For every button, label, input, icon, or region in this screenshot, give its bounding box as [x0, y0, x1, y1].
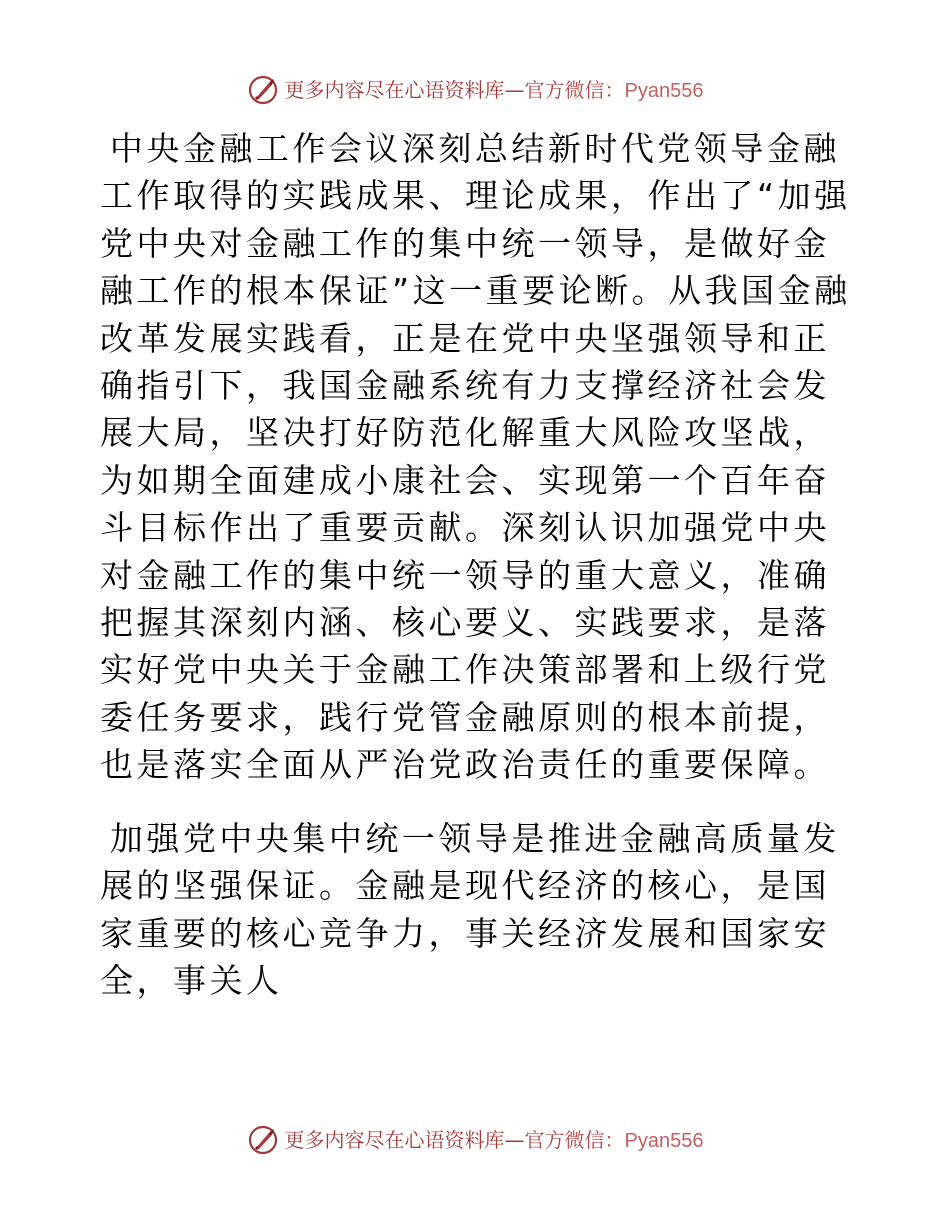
header-wechat-label: 官方微信：	[524, 77, 625, 102]
quill-pen-logo-icon	[247, 74, 279, 106]
quill-pen-logo-icon	[247, 1124, 279, 1156]
paragraph-1: 中央金融工作会议深刻总结新时代党领导金融工作取得的实践成果、理论成果，作出了“加强党中央对金融工作的集中统一领导，是做好金融工作的根本保证”这一重要论断。从我国金融改革发展实践看，正是在党中央坚强领导和正确指引下，我国金融系统有力支撑经济社会发展大局，坚决打好防范化解重大风险攻坚战，为如期全面建成小康社会、实现第一个百年奋斗目标作出了重要贡献。深刻认识加强党中央对金融工作的集中统一领导的重大意义，准确把握其深刻内涵、核心要义、实践要求，是落实好党中央关于金融工作决策部署和上级行党委任务要求，践行党管金融原则的根本前提，也是落实全面从严治党政治责任的重要保障。	[100, 129, 851, 785]
header-banner-text	[285, 70, 704, 111]
footer-separator: —	[504, 1127, 525, 1152]
header-watermark-banner	[0, 70, 950, 110]
header-site-text: 更多内容尽在心语资料库	[284, 77, 505, 102]
document-body	[100, 125, 860, 1004]
footer-watermark-banner	[0, 1120, 950, 1160]
footer-site-text: 更多内容尽在心语资料库	[284, 1127, 505, 1152]
paragraph-2: 加强党中央集中统一领导是推进金融高质量发展的坚强保证。金融是现代经济的核心，是国家重要的核心竞争力，事关经济发展和国家安全，事关人	[100, 818, 840, 1000]
header-separator: —	[504, 77, 525, 102]
footer-wechat-id: Pyan556	[624, 1129, 704, 1152]
header-wechat-id: Pyan556	[624, 79, 704, 102]
footer-wechat-label: 官方微信：	[524, 1127, 625, 1152]
footer-banner-text	[285, 1120, 704, 1161]
